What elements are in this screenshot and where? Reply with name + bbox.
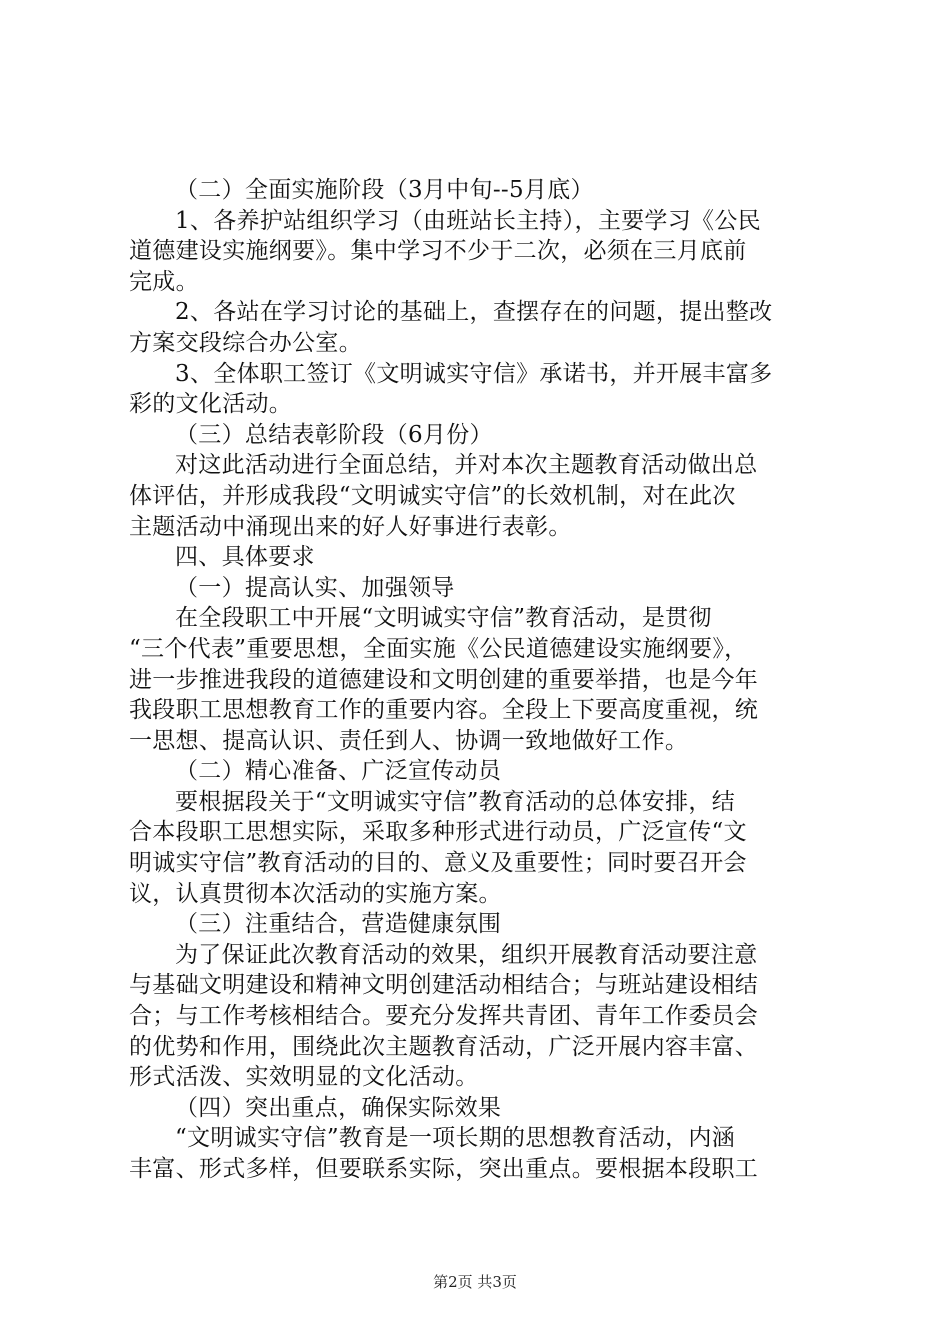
text-line: 1、各养护站组织学习（由班站长主持），主要学习《公民: [175, 207, 761, 234]
text-line: 在全段职工中开展“文明诚实守信”教育活动，是贯彻: [175, 605, 712, 632]
document-body: [129, 175, 841, 1185]
text-line: （二）全面实施阶段（3月中旬--5月底）: [175, 177, 594, 203]
text-line: 的优势和作用，围绕此次主题教育活动，广泛开展内容丰富、: [129, 1033, 759, 1060]
text-line: 对这此活动进行全面总结，并对本次主题教育活动做出总: [175, 452, 758, 479]
text-line: 体评估，并形成我段“文明诚实守信”的长效机制，对在此次: [129, 482, 736, 509]
text-line: 一思想、提高认识、责任到人、协调一致地做好工作。: [129, 727, 689, 754]
text-line: 2、各站在学习讨论的基础上，查摆存在的问题，提出整改: [175, 299, 773, 326]
text-line: （二）精心准备、广泛宣传动员: [175, 758, 502, 785]
text-line: 合；与工作考核相结合。要充分发挥共青团、青年工作委员会: [129, 1003, 759, 1030]
text-line: 明诚实守信”教育活动的目的、意义及重要性；同时要召开会: [129, 850, 747, 877]
text-line: 3、全体职工签订《文明诚实守信》承诺书，并开展丰富多: [175, 360, 773, 387]
text-line: 完成。: [129, 268, 199, 295]
text-line: 道德建设实施纲要》。集中学习不少于二次，必须在三月底前: [129, 238, 747, 265]
text-line: “三个代表”重要思想，全面实施《公民道德建设实施纲要》，: [129, 635, 748, 662]
text-line: 丰富、形式多样，但要联系实际，突出重点。要根据本段职工: [129, 1156, 759, 1182]
text-line: 四、具体要求: [175, 544, 315, 571]
page-footer: 第2页 共3页: [433, 1273, 517, 1291]
text-line: 进一步推进我段的道德建设和文明创建的重要举措，也是今年: [129, 666, 759, 693]
text-line: 主题活动中涌现出来的好人好事进行表彰。: [129, 513, 572, 540]
text-line: 为了保证此次教育活动的效果，组织开展教育活动要注意: [175, 941, 758, 968]
text-line: 方案交段综合办公室。: [129, 329, 362, 356]
text-line: 彩的文化活动。: [129, 391, 293, 418]
text-line: （三）总结表彰阶段（6月份）: [175, 421, 493, 448]
text-line: （三）注重结合，营造健康氛围: [175, 911, 502, 938]
text-line: 要根据段关于“文明诚实守信”教育活动的总体安排，结: [175, 788, 736, 815]
text-line: “文明诚实守信”教育是一项长期的思想教育活动，内涵: [175, 1125, 736, 1152]
text-line: 我段职工思想教育工作的重要内容。全段上下要高度重视，统: [129, 697, 759, 724]
text-line: 与基础文明建设和精神文明创建活动相结合；与班站建设相结: [129, 972, 759, 999]
text-line: 议，认真贯彻本次活动的实施方案。: [129, 880, 502, 907]
text-line: 合本段职工思想实际，采取多种形式进行动员，广泛宣传“文: [129, 819, 747, 846]
text-line: 形式活泼、实效明显的文化活动。: [129, 1064, 479, 1091]
text-line: （一）提高认实、加强领导: [175, 574, 455, 601]
text-line: （四）突出重点，确保实际效果: [175, 1094, 502, 1121]
